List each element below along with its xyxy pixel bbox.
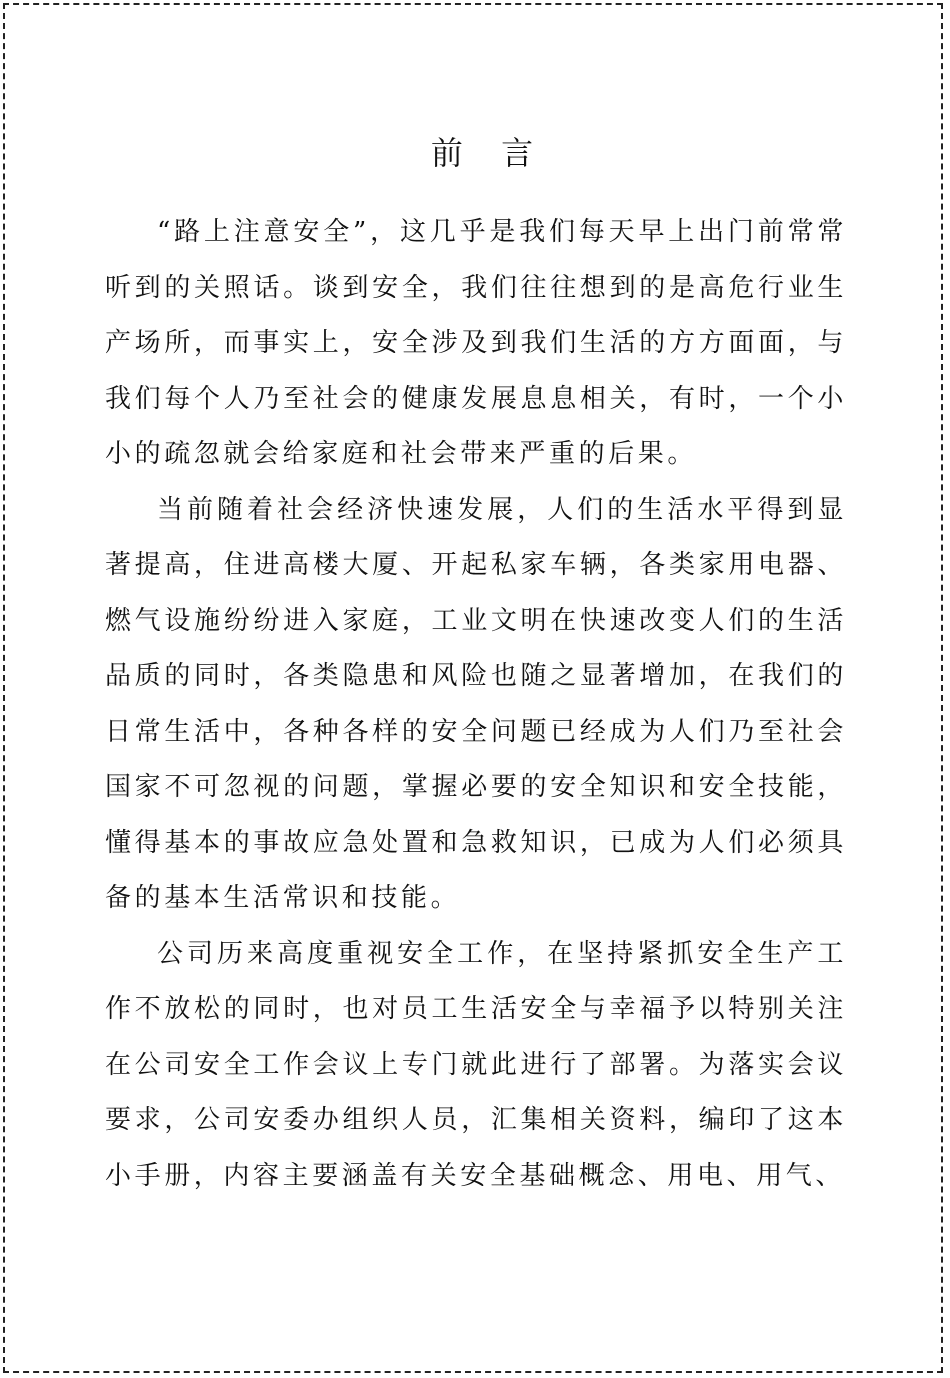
paragraph-3: 公司历来高度重视安全工作，在坚持紧抓安全生产工作不放松的同时，也对员工生活安全与幸福予以特别关注在公司安全工作会议上专门就此进行了部署。为落实会议要求，公司安委办组织人员，汇集相关资料，编印了这本小手册，内容主要涵盖有关安全基础概念、用电、用气、	[105, 938, 847, 1191]
paragraph-2: 当前随着社会经济快速发展，人们的生活水平得到显著提高，住进高楼大厦、开起私家车辆，各类家用电器、燃气设施纷纷进入家庭，工业文明在快速改变人们的生活品质的同时，各类隐患和风险也随之显著增加，在我们的日常生活中，各种各样的安全问题已经成为人们乃至社会国家不可忽视的问题，掌握必要的安全知识和安全技能，懂得基本的事故应急处置和急救知识，已成为人们必须具备的基本生活常识和技能。	[105, 494, 847, 913]
paragraph-1: “路上注意安全”，这几乎是我们每天早上出门前常常听到的关照话。谈到安全，我们往往想到的是高危行业生产场所，而事实上，安全涉及到我们生活的方方面面，与我们每个人乃至社会的健康发展息息相关，有时，一个小小的疏忽就会给家庭和社会带来严重的后果。	[105, 217, 847, 469]
body-text	[105, 205, 847, 1204]
page-title: 前 言	[430, 134, 548, 172]
